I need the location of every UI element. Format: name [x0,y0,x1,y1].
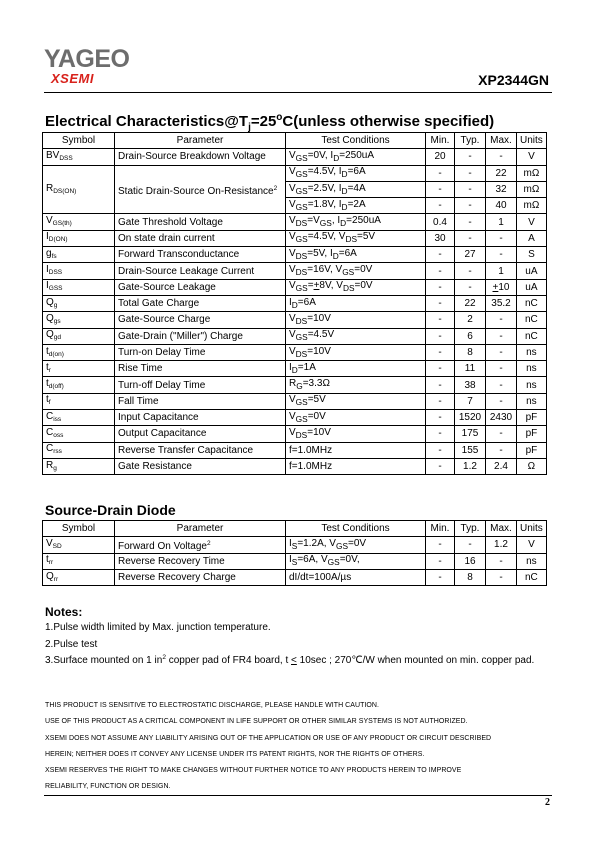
table-row [43,263,547,279]
typ-cell: - [455,279,486,295]
typ-cell: 38 [455,377,486,393]
parameter-cell: Gate Threshold Voltage [115,214,286,230]
table-header-row [43,133,547,149]
parameter-cell: On state drain current [115,230,286,246]
test-condition-cell: $V_{DS}=10V$ [286,344,426,360]
test-condition-cell: dI/dt=100A/µs [286,569,426,585]
symbol-cell: $C_{oss}$ [43,426,115,442]
max-cell: - [486,344,517,360]
typ-cell: 11 [455,361,486,377]
typ-cell: 1.2 [455,458,486,474]
parameter-cell: Drain-Source Leakage Current [115,263,286,279]
min-cell: - [426,279,455,295]
parameter-cell: Forward Transconductance [115,247,286,263]
parameter-cell: Fall Time [115,393,286,409]
parameter-cell: Gate Resistance [115,458,286,474]
symbol-cell: $R_{DS(ON)}$ [43,165,115,214]
test-condition-cell: $V_{GS}=5V$ [286,393,426,409]
max-cell: - [486,442,517,458]
min-cell: - [426,442,455,458]
disclaimer-line-6: RELIABILITY, FUNCTION OR DESIGN. [45,783,171,790]
parameter-cell: Gate-Drain ("Miller") Charge [115,328,286,344]
min-cell: - [426,410,455,426]
typ-cell: - [455,230,486,246]
disclaimer-line-1: THIS PRODUCT IS SENSITIVE TO ELECTROSTATIC DISCHARGE, PLEASE HANDLE WITH CAUTION. [45,702,380,709]
test-condition-cell: $I_S=6A$, $V_{GS}=0V$, [286,553,426,569]
symbol-cell: $t_{d(on)}$ [43,344,115,360]
parameter-cell: Gate-Source Charge [115,312,286,328]
min-cell: - [426,344,455,360]
table-row [43,393,547,409]
test-condition-cell: $V_{GS}=4.5V$, $V_{DS}=5V$ [286,230,426,246]
max-cell: - [486,553,517,569]
yageo-xsemi-logo [44,45,164,90]
typ-cell: - [455,214,486,230]
symbol-cell: $BV_{DSS}$ [43,149,115,165]
column-header: Max. [486,133,517,149]
note-2: 2.Pulse test [45,639,98,650]
max-cell: - [486,230,517,246]
unit-cell: pF [517,442,547,458]
symbol-cell: $Q_g$ [43,295,115,311]
test-condition-cell: f=1.0MHz [286,442,426,458]
min-cell: - [426,537,455,553]
footer-divider [44,795,552,796]
typ-cell: 16 [455,553,486,569]
unit-cell: Ω [517,458,547,474]
parameter-cell: Gate-Source Leakage [115,279,286,295]
test-condition-cell: $V_{DS}=V_{GS}$, $I_D=250uA$ [286,214,426,230]
column-header: Typ. [455,521,486,537]
symbol-cell: $Q_{gs}$ [43,312,115,328]
unit-cell: V [517,149,547,165]
max-cell: - [486,377,517,393]
table-row [43,247,547,263]
min-cell: 30 [426,230,455,246]
min-cell: - [426,181,455,197]
parameter-cell: Static Drain-Source On-Resistance$^2$ [115,165,286,214]
unit-cell: ns [517,344,547,360]
table-row [43,361,547,377]
symbol-cell: $V_{GS(th)}$ [43,214,115,230]
source-drain-diode-table [42,520,547,586]
parameter-cell: Reverse Recovery Charge [115,569,286,585]
max-cell: - [486,328,517,344]
column-header: Units [517,521,547,537]
typ-cell: 22 [455,295,486,311]
test-condition-cell: $V_{GS}=2.5V$, $I_D=4A$ [286,181,426,197]
min-cell: - [426,263,455,279]
max-cell: - [486,426,517,442]
symbol-cell: $C_{rss}$ [43,442,115,458]
column-header: Min. [426,133,455,149]
max-cell: 2430 [486,410,517,426]
unit-cell: uA [517,263,547,279]
test-condition-cell: $V_{GS}=4.5V$ [286,328,426,344]
unit-cell: ns [517,377,547,393]
column-header: Test Conditions [286,521,426,537]
min-cell: 0.4 [426,214,455,230]
test-condition-cell: $V_{GS}=0V$ [286,410,426,426]
min-cell: - [426,361,455,377]
brand-logo-text: YAGEO [44,45,130,73]
max-cell: +10 [486,279,517,295]
min-cell: - [426,377,455,393]
min-cell: 20 [426,149,455,165]
max-cell: 32 [486,181,517,197]
parameter-cell: Rise Time [115,361,286,377]
unit-cell: V [517,214,547,230]
symbol-cell: $R_g$ [43,458,115,474]
header-divider [44,92,552,93]
symbol-cell: $t_f$ [43,393,115,409]
parameter-cell: Reverse Transfer Capacitance [115,442,286,458]
parameter-cell: Forward On Voltage$^2$ [115,537,286,553]
typ-cell: 8 [455,569,486,585]
min-cell: - [426,198,455,214]
unit-cell: nC [517,312,547,328]
table-row [43,279,547,295]
electrical-characteristics-table [42,132,547,475]
test-condition-cell: $I_D=1A$ [286,361,426,377]
unit-cell: S [517,247,547,263]
typ-cell: - [455,165,486,181]
column-header: Symbol [43,133,115,149]
table-header-row [43,521,547,537]
disclaimer-line-2: USE OF THIS PRODUCT AS A CRITICAL COMPONENT IN LIFE SUPPORT OR OTHER SIMILAR SYSTEMS IS NOT AUTHORIZED. [45,718,468,725]
max-cell: - [486,247,517,263]
parameter-cell: Drain-Source Breakdown Voltage [115,149,286,165]
table-row [43,344,547,360]
notes-heading: Notes: [45,605,83,619]
min-cell: - [426,165,455,181]
table-row [43,410,547,426]
unit-cell: mΩ [517,165,547,181]
column-header: Units [517,133,547,149]
max-cell: - [486,569,517,585]
typ-cell: 175 [455,426,486,442]
parameter-cell: Total Gate Charge [115,295,286,311]
min-cell: - [426,458,455,474]
table-row [43,442,547,458]
table-row [43,295,547,311]
symbol-cell: $C_{iss}$ [43,410,115,426]
typ-cell: - [455,198,486,214]
min-cell: - [426,569,455,585]
test-condition-cell: $V_{DS}=16V$, $V_{GS}=0V$ [286,263,426,279]
min-cell: - [426,247,455,263]
unit-cell: nC [517,295,547,311]
disclaimer-line-4: HEREIN; NEITHER DOES IT CONVEY ANY LICENSE UNDER ITS PATENT RIGHTS, NOR THE RIGHTS OF OTHERS. [45,751,425,758]
table-row [43,149,547,165]
test-condition-cell: $V_{DS}=10V$ [286,312,426,328]
section-title-electrical: Electrical $Characteristics@T_j=25^oC(unless$ otherwise specified) [45,112,495,133]
max-cell: - [486,361,517,377]
typ-cell: - [455,537,486,553]
unit-cell: A [517,230,547,246]
unit-cell: nC [517,569,547,585]
parameter-cell: Reverse Recovery Time [115,553,286,569]
table-row [43,214,547,230]
symbol-cell: $V_{SD}$ [43,537,115,553]
disclaimer-line-3: XSEMI DOES NOT ASSUME ANY LIABILITY ARISING OUT OF THE APPLICATION OR USE OF ANY PRODUCT OR CIRCUIT DESCRIBED [45,735,492,742]
parameter-cell: Turn-on Delay Time [115,344,286,360]
sub-brand-logo-text: XSEMI [51,71,94,86]
max-cell: 1.2 [486,537,517,553]
max-cell: 40 [486,198,517,214]
column-header: Typ. [455,133,486,149]
unit-cell: V [517,537,547,553]
test-condition-cell: $I_S=1.2A$, $V_{GS}=0V$ [286,537,426,553]
typ-cell: 7 [455,393,486,409]
symbol-cell: $Q_{rr}$ [43,569,115,585]
typ-cell: 1520 [455,410,486,426]
unit-cell: pF [517,410,547,426]
test-condition-cell: f=1.0MHz [286,458,426,474]
test-condition-cell: $V_{GS}=+8V$, $V_{DS}=0V$ [286,279,426,295]
typ-cell: 155 [455,442,486,458]
max-cell: 1 [486,263,517,279]
table-row [43,377,547,393]
symbol-cell: $Q_{gd}$ [43,328,115,344]
parameter-cell: Turn-off Delay Time [115,377,286,393]
symbol-cell: $I_{GSS}$ [43,279,115,295]
max-cell: 2.4 [486,458,517,474]
test-condition-cell: $V_{GS}=0V$, $I_D=250uA$ [286,149,426,165]
max-cell: 22 [486,165,517,181]
section-title-source-drain: Source-Drain Diode [45,502,176,518]
symbol-cell: $t_{rr}$ [43,553,115,569]
unit-cell: mΩ [517,181,547,197]
table-row [43,537,547,553]
typ-cell: 6 [455,328,486,344]
symbol-cell: $t_r$ [43,361,115,377]
min-cell: - [426,328,455,344]
unit-cell: nC [517,328,547,344]
unit-cell: ns [517,361,547,377]
unit-cell: uA [517,279,547,295]
page-number: 2 [545,797,550,808]
typ-cell: 27 [455,247,486,263]
symbol-cell: $I_{DSS}$ [43,263,115,279]
typ-cell: 8 [455,344,486,360]
min-cell: - [426,393,455,409]
column-header: Symbol [43,521,115,537]
column-header: Min. [426,521,455,537]
typ-cell: - [455,181,486,197]
unit-cell: ns [517,393,547,409]
column-header: Parameter [115,521,286,537]
unit-cell: pF [517,426,547,442]
max-cell: 35.2 [486,295,517,311]
max-cell: 1 [486,214,517,230]
min-cell: - [426,295,455,311]
table-row [43,230,547,246]
table-row [43,569,547,585]
table-row [43,312,547,328]
table-row [43,553,547,569]
typ-cell: 2 [455,312,486,328]
table-row [43,426,547,442]
min-cell: - [426,312,455,328]
max-cell: - [486,149,517,165]
test-condition-cell: $V_{DS}=10V$ [286,426,426,442]
unit-cell: ns [517,553,547,569]
table-row [43,328,547,344]
test-condition-cell: $R_G=3.3\Omega$ [286,377,426,393]
parameter-cell: Input Capacitance [115,410,286,426]
parameter-cell: Output Capacitance [115,426,286,442]
column-header: Max. [486,521,517,537]
column-header: Parameter [115,133,286,149]
min-cell: - [426,426,455,442]
table-row [43,458,547,474]
unit-cell: mΩ [517,198,547,214]
symbol-cell: $I_{D(ON)}$ [43,230,115,246]
typ-cell: - [455,149,486,165]
max-cell: - [486,393,517,409]
column-header: Test Conditions [286,133,426,149]
test-condition-cell: $I_D=6A$ [286,295,426,311]
max-cell: - [486,312,517,328]
test-condition-cell: $V_{DS}=5V$, $I_D=6A$ [286,247,426,263]
disclaimer-line-5: XSEMI RESERVES THE RIGHT TO MAKE CHANGES WITHOUT FURTHER NOTICE TO ANY PRODUCTS HEREIN TO IMPROVE [45,767,462,774]
test-condition-cell: $V_{GS}=4.5V$, $I_D=6A$ [286,165,426,181]
note-1: 1.Pulse width limited by Max. junction temperature. [45,622,271,633]
table-row [43,165,547,181]
min-cell: - [426,553,455,569]
part-number: XP2344GN [478,72,549,88]
typ-cell: - [455,263,486,279]
test-condition-cell: $V_{GS}=1.8V$, $I_D=2A$ [286,198,426,214]
symbol-cell: $g_{fs}$ [43,247,115,263]
symbol-cell: $t_{d(off)}$ [43,377,115,393]
note-3: 3.Surface mounted on 1 $in^2$ copper pad of FR4 board, t < 10sec ; 270℃/W when mounted on min. copper pad. [45,654,535,666]
